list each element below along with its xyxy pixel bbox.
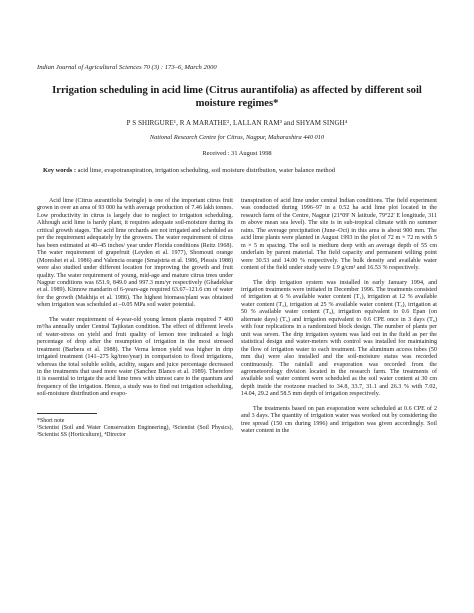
footnote: *Short note (37, 417, 65, 424)
footnote: ¹Scientist (Soil and Water Conservation Engineering), ²Scientist (Soil Physics), ³Scientist SS (Horticulture), ⁴Director (37, 424, 233, 439)
journal-volume-pages: 70 (3) : 173–6, March 2000 (143, 64, 217, 71)
journal-citation (37, 64, 437, 71)
journal-name: Indian Journal of Agricultural Sciences (37, 64, 142, 71)
paragraph: Acid lime (Citrus aurantifolia Swingle) is one of the important citrus fruit grown in over an area of 93 000 ha with average production of 7.46 lakh tonnes. Low productivity in citrus is largely due to neglect to irrigation scheduling. Although acid lime is hardy plant, it requires adequate soil-moisture during its critical growth stages. The acid lime orchards are not irrigated and scheduled as per the requirement adequately by the growers. The water requirement of citrus has been estimated at 40–45 inches/ year under Florida conditions (Reitz 1968). The water requirement of grapefruit (Leyden et al. 1977), Shomouti orange (Moreshet et al. 1986) and Valencia orange (Smajstria et al. 1986, Plessis 1988) were also studied under different location for improving the growth and fruit quality. The water requirement of young, mid-age and mature citrus trees under Nagpur conditions was 651.9, 849.0 and 997.3 mm/yr respectively (Ghadekhar et al. 1989). Kinnow mandarin of 6-years-age required 63.67–121.6 cm of water for the growth (Makhija et al. 1986). The highest biomass/plant was obtained when irrigation was scheduled at –0.05 MPa soil water potential. (37, 198, 233, 309)
affiliation: National Research Centre for Citrus, Nagpur, Maharashtra 440 010 (149, 134, 325, 141)
received-date: Received : 31 August 1998 (202, 150, 272, 157)
paragraph: The water requirement of 4-year-old young lemon plants required 7 400 m³/ha annually under Central Tajikstan condition. The effect of different levels of water-stress on yield and fruit quality of lemon tree indicated a high percentage of drop after the resumption of irrigation in the most stressed treatment (Barbera et al. 1988). The Verna lemon yield was higher in drip irrigated treatment (141–275 kg/tree/year) in comparision to flood irrigations, whereas the total soluble solids, acidity, sugars and juice percentage decreased in the treatments that used more water (Sanchez Blanco et al. 1989). Therefore it is essential to irrigate the acid lime trees with utmost care to the quantum and frequency of the irrigation. Hence, a study was to find out irrigation scheduling, soil-moisture distribution and evapo- (37, 316, 233, 398)
keywords-label: Key words : (43, 167, 77, 174)
keywords (43, 167, 437, 174)
paragraph: The treatments based on pan evaporation were scheduled at 0.6 CPE of 2 and 3 days. The quantity of irrigation water was worked out by considering the tree spread (150 cm during 1996) and irrigation was given accordingly. Soil water content in the (241, 405, 437, 435)
author-list: P S SHIRGURE¹, R A MARATHE², LALLAN RAM³ and SHYAM SINGH⁴ (126, 119, 348, 127)
right-column (241, 198, 437, 439)
keywords-text: acid lime, evapotranspiration, irrigation scheduling, soil moisture distribution, water balance method (77, 167, 335, 174)
left-column (37, 198, 233, 439)
body-columns (37, 198, 437, 439)
footnote-divider (37, 413, 97, 414)
paragraph: The drip irrigation system was installed in early January 1994, and irrigation treatments were initiated in December 1996. The treatments consisted of irrigation at 6 % available water content (T₁), irrigation at 12 % available water content (T₂), irrigation at 25 % available water content (T₃), irrigation at 50 % available water content (T₄), irrigation equivalent to 0.6 Epan (on alternate days) (T₅) and irrigation equivalent to 0.6 CPE once in 3 days (T₆) with four replications in a randomized block design. The number of plants per unit was seven. The drip irrigation system was laid out in the field as per the statistical design and water-meters with control was installed for maintaining the flow of irrigation water to each treatment. The aluminum access tubes (50 mm dia) were also installed and the soil-moisture status was recorded continuously. The rainfall and evaporation was recorded from the agrometeorology division located in the research farm. The treatments of available soil water content were scheduled as the soil water content at 30 cm depth inside the rootzone reached to 34.8, 33.7, 31.1 and 26.3 % with 7.02, 14.04, 29.2 and 58.5 mm depth of irrigation respectively. (241, 279, 437, 398)
paper-title: Irrigation scheduling in acid lime (Citrus aurantifolia) as affected by different soil moisture regimes* (52, 85, 422, 109)
paragraph: transpiration of acid lime under central Indian conditions. The field experiment was conducted during 1996–97 in a 0.52 ha acid lime plot located in the research farm of the Centre, Nagpur (21°09' N latitude, 79°22' E longitude, 311 m above mean sea level). The site is in sub-tropical climate with no summer rains. The average precipitation (June–Oct) in this area is about 900 mm. The acid lime plants were planted in August 1993 in the plot of 72 m × 72 m with 5 m × 5 m spacing. The soil is medium deep with an average depth of 55 cm underlain by parent material. The field capacity and permanent wilting point were 30.53 and 14.00 % respectively. The bulk density and available water content of the field under study were 1.9 g/cm³ and 16.53 % respectively. (241, 198, 437, 272)
footnotes (37, 413, 233, 440)
